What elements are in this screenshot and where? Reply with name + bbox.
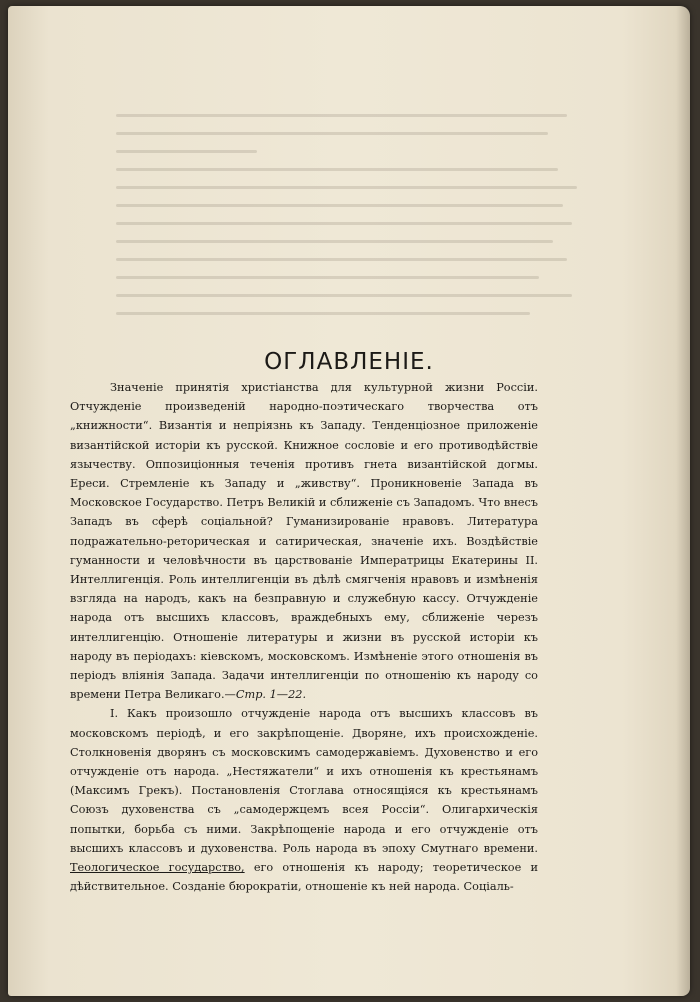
underlined-phrase: Теологическое государство,: [70, 861, 245, 875]
bleed-through-text: [116, 114, 586, 330]
toc-paragraph-text: его отношенія къ народу; теоретическое и дѣйствительное. Созданіе бюрократіи, отношеніе къ ней народа. Соціаль-: [70, 861, 538, 894]
page-range: Стр. 1—22.: [235, 688, 307, 702]
page-title: ОГЛАВЛЕНІЕ.: [264, 349, 434, 376]
toc-paragraph-introduction: [70, 378, 538, 704]
toc-paragraph-chapter-1: [70, 704, 538, 896]
toc-paragraph-text: Значеніе принятія христіанства для культурной жизни Россіи. Отчужденіе произведеній народно-поэтическаго творчества отъ „книжности“. Византія и непріязнь къ Западу. Тенденціозное приложеніе византійской исторіи къ русской. Книжное сословіе и его противодѣйствіе язычеству. Оппозиціонныя теченія противъ гнета византійской догмы. Ереси. Стремленіе къ Западу и „живству“. Проникновеніе Запада въ Московское Государство. Петръ Великій и сближеніе съ Западомъ. Что внесъ Западъ въ сферѣ соціальной? Гуманизированіе нравовъ. Литература подражательно-реторическая и сатирическая, значеніе ихъ. Воздѣйствіе гуманности и человѣчности въ царствованіе Императрицы Екатерины II. Интеллигенція. Роль интеллигенціи въ дѣлѣ смягченія нравовъ и измѣненія взгляда на народъ, какъ на безправную и служебную кассу. Отчужденіе народа отъ высшихъ классовъ, враждебныхъ ему, сближеніе черезъ интеллигенцію. Отношеніе литературы и жизни въ русской исторіи къ народу въ періодахъ: кіевскомъ, московскомъ. Измѣненіе этого отношенія въ періодъ вліянія Запада. Задачи интеллигенціи по отношенію къ народу со времени Петра Великаго.—: [70, 381, 538, 702]
page-edge-shadow: [676, 6, 690, 996]
toc-paragraph-text: I. Какъ произошло отчужденіе народа отъ высшихъ классовъ въ московскомъ періодѣ, и его закрѣпощеніе. Дворяне, ихъ происхожденіе. Столкновенія дворянъ съ московскимъ самодержавіемъ. Духовенство и его отчужденіе отъ народа. „Нестяжатели“ и ихъ отношенія къ крестьянамъ (Максимъ Грекъ). Постановленія Стоглава относящіяся къ крестьянамъ Союзъ духовенства съ „самодержцемъ всея Россіи“. Олигархическія попытки, борьба съ ними. Закрѣпощеніе народа и его отчужденіе отъ высшихъ классовъ и духовенства. Роль народа въ эпоху Смутнаго времени.: [70, 707, 538, 855]
book-page: [8, 6, 690, 996]
table-of-contents-text: [70, 378, 538, 896]
